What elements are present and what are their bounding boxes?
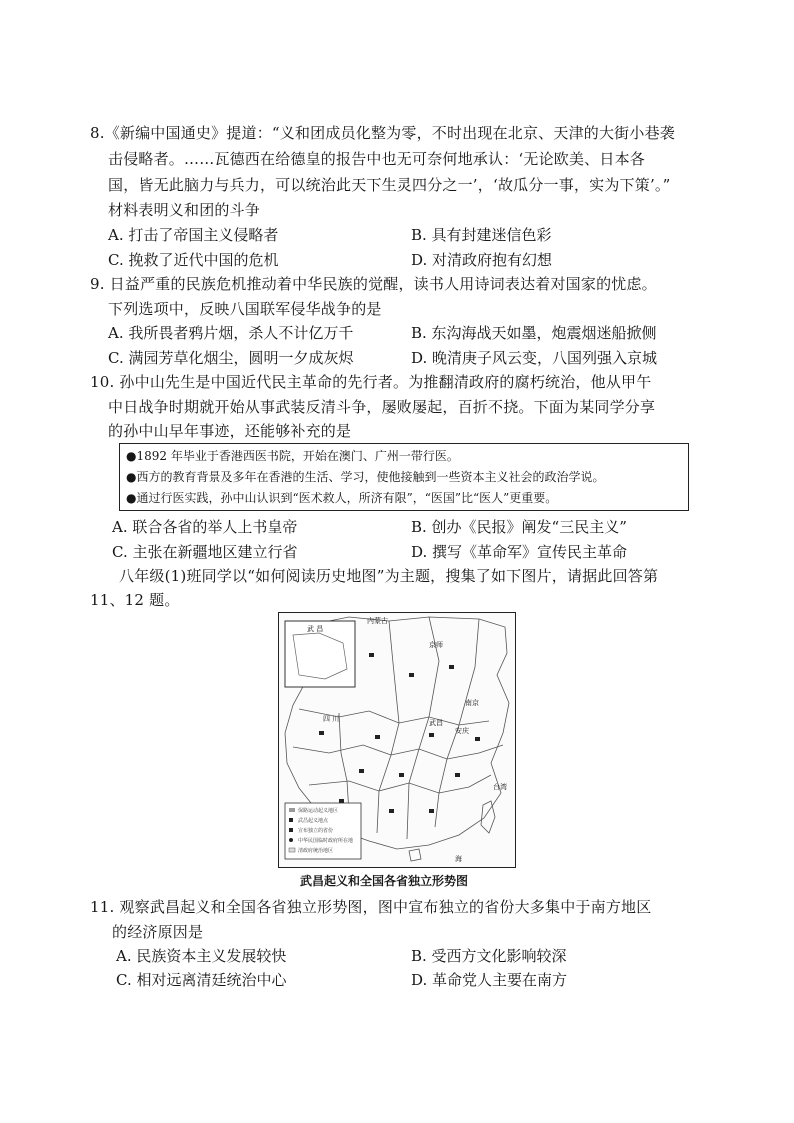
q11-option-a[interactable]: A. 民族资本主义发展较快 <box>116 947 287 965</box>
intro-line-1: 八年级(1)班同学以“如何阅读历史地图”为主题，搜集了如下图片，请据此回答第 <box>119 567 659 585</box>
q8-option-b[interactable]: B. 具有封建迷信色彩 <box>411 226 552 244</box>
map-drawing <box>279 613 514 866</box>
map-taiwan <box>481 801 495 833</box>
map-label-sea: 海 <box>455 855 462 863</box>
map-border-5 <box>377 723 399 833</box>
map-legend-item-1: 保路运动起义地区 <box>298 808 339 814</box>
legend-swatch <box>289 848 295 852</box>
q8-line-4: 材料表明义和团的斗争 <box>108 201 261 219</box>
map-border-8 <box>389 621 399 723</box>
q10-box-line-3: ●通过行医实践，孙中山认识到“医术救人，所济有限”，“医国”比“医人”更重要。 <box>126 491 558 505</box>
q11-option-b[interactable]: B. 受西方文化影响较深 <box>411 947 567 965</box>
map-flag <box>475 737 480 741</box>
legend-swatch <box>289 808 295 812</box>
map-border-6 <box>407 717 429 839</box>
map-hainan <box>409 849 421 861</box>
q10-box-line-2: ●西方的教育背景及多年在香港的生活、学习，使他接触到一些资本主义社会的政治学说。 <box>126 470 605 484</box>
map-flag <box>389 809 394 813</box>
map-legend-item-3: 宣布独立的省份 <box>298 828 334 834</box>
map-caption: 武昌起义和全国各省独立形势图 <box>300 874 469 888</box>
map-flag <box>409 673 414 677</box>
map-label-anqing: 安庆 <box>455 727 469 735</box>
map-flag <box>429 809 434 813</box>
map-flag <box>449 665 454 669</box>
q10-material-box <box>119 443 689 511</box>
q9-option-d[interactable]: D. 晚清庚子风云变，八国列强入京城 <box>411 349 658 367</box>
q11-line-1: 11. 观察武昌起义和全国各省独立形势图，图中宣布独立的省份大多集中于南方地区 <box>90 898 652 916</box>
q9-option-a[interactable]: A. 我所畏者鸦片烟，杀人不计亿万千 <box>108 324 354 342</box>
q9-line-2: 下列选项中，反映八国联军侵华战争的是 <box>108 300 382 318</box>
map-label-beijing: 京师 <box>429 641 443 649</box>
q8-line-3: 国，皆无此脑力与兵力，可以统治此天下生灵四分之一’，‘故瓜分一事，实为下策’。” <box>108 176 671 194</box>
map-legend-item-5: 清政府统治地区 <box>298 848 334 854</box>
map-label-wuchang-inset: 武 昌 <box>307 625 324 633</box>
intro-line-2: 11、12 题。 <box>90 591 180 609</box>
q8-line-2: 击侵略者。……瓦德西在给德皇的报告中也无可奈何地承认：‘无论欧美、日本各 <box>108 150 645 168</box>
q10-option-b[interactable]: B. 创办《民报》阐发“三民主义” <box>411 518 627 536</box>
map-label-inner-mongolia: 内蒙古 <box>367 617 388 625</box>
q8-line-1: 8.《新编中国通史》提道：“义和团成员化整为零，不时出现在北京、天津的大街小巷袭 <box>90 124 675 142</box>
q10-box-line-1: ●1892 年毕业于香港西医书院，开始在澳门、广州一带行医。 <box>126 449 459 463</box>
map-border-9 <box>429 617 439 717</box>
q10-option-c[interactable]: C. 主张在新疆地区建立行省 <box>112 543 298 561</box>
q9-option-c[interactable]: C. 满园芳草化烟尘，圆明一夕成灰烬 <box>108 349 354 367</box>
q11-option-c[interactable]: C. 相对远离清廷统治中心 <box>116 971 287 989</box>
q10-line-2: 中日战争时期就开始从事武装反清斗争，屡败屡起，百折不挠。下面为某同学分享 <box>108 398 656 416</box>
map-label-taiwan: 台湾 <box>493 783 507 791</box>
q10-option-a[interactable]: A. 联合各省的举人上书皇帝 <box>112 518 298 536</box>
map-label-nanjing: 南京 <box>465 699 479 707</box>
q10-option-d[interactable]: D. 撰写《革命军》宣传民主革命 <box>411 543 628 561</box>
q8-option-a[interactable]: A. 打击了帝国主义侵略者 <box>108 226 279 244</box>
q11-line-2: 的经济原因是 <box>112 923 204 941</box>
map-border-4 <box>339 713 349 813</box>
q8-option-c[interactable]: C. 挽救了近代中国的危机 <box>108 251 279 269</box>
map-flag <box>399 773 404 777</box>
legend-swatch <box>289 838 293 842</box>
historical-map <box>278 612 516 868</box>
map-legend-item-4: 中华民国临时政府所在地 <box>298 838 354 844</box>
legend-swatch <box>289 818 293 822</box>
map-flag <box>339 799 344 803</box>
q9-line-1: 9. 日益严重的民族危机推动着中华民族的觉醒，读书人用诗词表达着对国家的忧虑。 <box>90 275 657 293</box>
legend-swatch <box>289 828 293 832</box>
map-border-2 <box>293 745 503 759</box>
map-flag <box>429 733 434 737</box>
map-border-3 <box>309 775 491 793</box>
map-legend-item-2: 武昌起义地点 <box>298 818 329 824</box>
map-flag <box>455 773 460 777</box>
map-flag <box>359 769 364 773</box>
map-label-wuhan: 武昌 <box>429 719 443 727</box>
q8-option-d[interactable]: D. 对清政府抱有幻想 <box>411 251 553 269</box>
map-flag <box>319 731 324 735</box>
q11-option-d[interactable]: D. 革命党人主要在南方 <box>411 971 568 989</box>
map-flag <box>369 653 374 657</box>
map-flag <box>375 735 380 739</box>
map-label-sichuan: 四 川 <box>323 715 340 723</box>
q10-line-1: 10. 孙中山先生是中国近代民主革命的先行者。为推翻清政府的腐朽统治，他从甲午 <box>90 373 652 391</box>
q9-option-b[interactable]: B. 东沟海战天如墨，炮震烟迷船掀侧 <box>411 324 657 342</box>
q10-line-3: 的孙中山早年事迹，还能够补充的是 <box>108 422 352 440</box>
map-border-10 <box>459 619 479 725</box>
